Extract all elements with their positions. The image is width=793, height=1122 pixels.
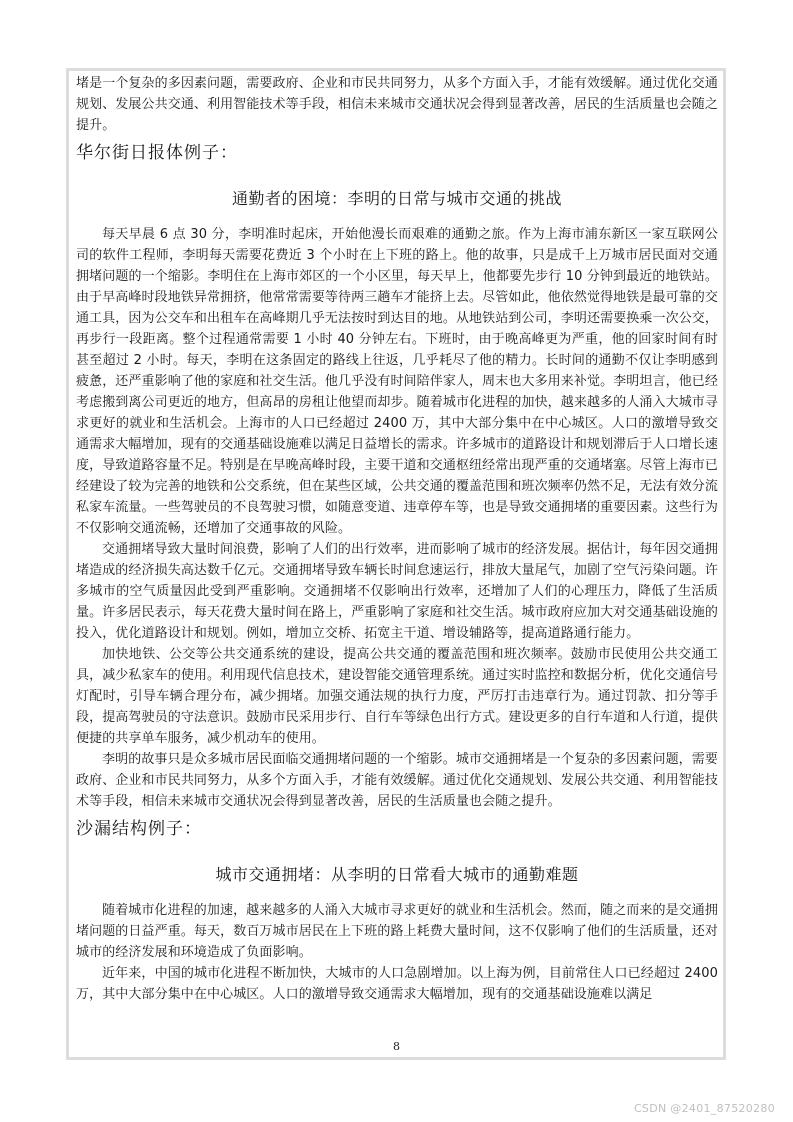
- document-body: [76, 73, 718, 1005]
- article-title-hourglass: 城市交通拥堵：从李明的日常看大城市的通勤难题: [215, 865, 579, 884]
- section-heading-hourglass: 沙漏结构例子：: [76, 819, 202, 839]
- paragraph: 随着城市化进程的加速，越来越多的人涌入大城市寻求更好的就业和生活机会。然而，随之而来的是交通拥堵问题的日益严重。每天，数百万城市居民在上下班的路上耗费大量时间，这不仅影响了他们的生活质量，还对城市的经济发展和环境造成了负面影响。: [76, 903, 718, 960]
- paragraph: 每天早晨 6 点 30 分，李明准时起床，开始他漫长而艰难的通勤之旅。作为上海市浦东新区一家互联网公司的软件工程师，李明每天需要花费近 3 个小时在上下班的路上。他的故事，只是成千上万城市居民面对交通拥堵问题的一个缩影。李明住在上海市郊区的一个小区里，每天早上，他都要先步行 10 分钟到最近的地铁站。由于早高峰时段地铁异常拥挤，他常常需要等待两三趟车才能挤上去。尽管如此，他依然觉得地铁是最可靠的交通工具，因为公交车和出租车在高峰期几乎无法按时到达目的地。从地铁站到公司，李明还需要换乘一次公交，再步行一段距离。整个过程通常需要 1 小时 40 分钟左右。下班时，由于晚高峰更为严重，他的回家时间有时甚至超过 2 小时。每天，李明在这条固定的路线上往返，几乎耗尽了他的精力。长时间的通勤不仅让李明感到疲惫，还严重影响了他的家庭和社交生活。他几乎没有时间陪伴家人，周末也大多用来补觉。李明坦言，他已经考虑搬到离公司更近的地方，但高昂的房租让他望而却步。随着城市化进程的加快，越来越多的人涌入大城市寻求更好的就业和生活机会。上海市的人口已经超过 2400 万，其中大部分集中在中心城区。人口的激增导致交通需求大幅增加，现有的交通基础设施难以满足日益增长的需求。许多城市的道路设计和规划滞后于人口增长速度，导致道路容量不足。特别是在早晚高峰时段，主要干道和交通枢纽经常出现严重的交通堵塞。尽管上海市已经建设了较为完善的地铁和公交系统，但在某些区域，公共交通的覆盖范围和班次频率仍然不足，无法有效分流私家车流量。一些驾驶员的不良驾驶习惯，如随意变道、违章停车等，也是导致交通拥堵的重要因素。这些行为不仅影响交通流畅，还增加了交通事故的风险。: [76, 227, 718, 536]
- csdn-watermark: CSDN @2401_87520280: [633, 1102, 775, 1115]
- page-number: 8: [393, 1040, 400, 1053]
- intro-paragraph: 堵是一个复杂的多因素问题，需要政府、企业和市民共同努力，从多个方面入手，才能有效缓解。通过优化交通规划、发展公共交通、利用智能技术等手段，相信未来城市交通状况会得到显著改善，居民的生活质量也会随之提升。: [76, 76, 718, 133]
- paragraph: 近年来，中国的城市化进程不断加快，大城市的人口急剧增加。以上海为例，目前常住人口已经超过 2400 万，其中大部分集中在中心城区。人口的激增导致交通需求大幅增加，现有的交通基础设施难以满足: [76, 966, 718, 1002]
- article-title-wsj: 通勤者的困境：李明的日常与城市交通的挑战: [231, 189, 562, 208]
- paragraph: 李明的故事只是众多城市居民面临交通拥堵问题的一个缩影。城市交通拥堵是一个复杂的多因素问题，需要政府、企业和市民共同努力，从多个方面入手，才能有效缓解。通过优化交通规划、发展公共交通、利用智能技术等手段，相信未来城市交通状况会得到显著改善，居民的生活质量也会随之提升。: [76, 752, 718, 809]
- paragraph: 交通拥堵导致大量时间浪费，影响了人们的出行效率，进而影响了城市的经济发展。据估计，每年因交通拥堵造成的经济损失高达数千亿元。交通拥堵导致车辆长时间怠速运行，排放大量尾气，加剧了空气污染问题。许多城市的空气质量因此受到严重影响。交通拥堵不仅影响出行效率，还增加了人们的心理压力，降低了生活质量。许多居民表示，每天花费大量时间在路上，严重影响了家庭和社交生活。城市政府应加大对交通基础设施的投入，优化道路设计和规划。例如，增加立交桥、拓宽主干道、增设辅路等，提高道路通行能力。: [76, 542, 718, 641]
- paragraph: 加快地铁、公交等公共交通系统的建设，提高公共交通的覆盖范围和班次频率。鼓励市民使用公共交通工具，减少私家车的使用。利用现代信息技术，建设智能交通管理系统。通过实时监控和数据分析，优化交通信号灯配时，引导车辆合理分布，减少拥堵。加强交通法规的执行力度，严厉打击违章行为。通过罚款、扣分等手段，提高驾驶员的守法意识。鼓励市民采用步行、自行车等绿色出行方式。建设更多的自行车道和人行道，提供便捷的共享单车服务，减少机动车的使用。: [76, 647, 718, 746]
- section-heading-wsj: 华尔街日报体例子：: [76, 143, 238, 163]
